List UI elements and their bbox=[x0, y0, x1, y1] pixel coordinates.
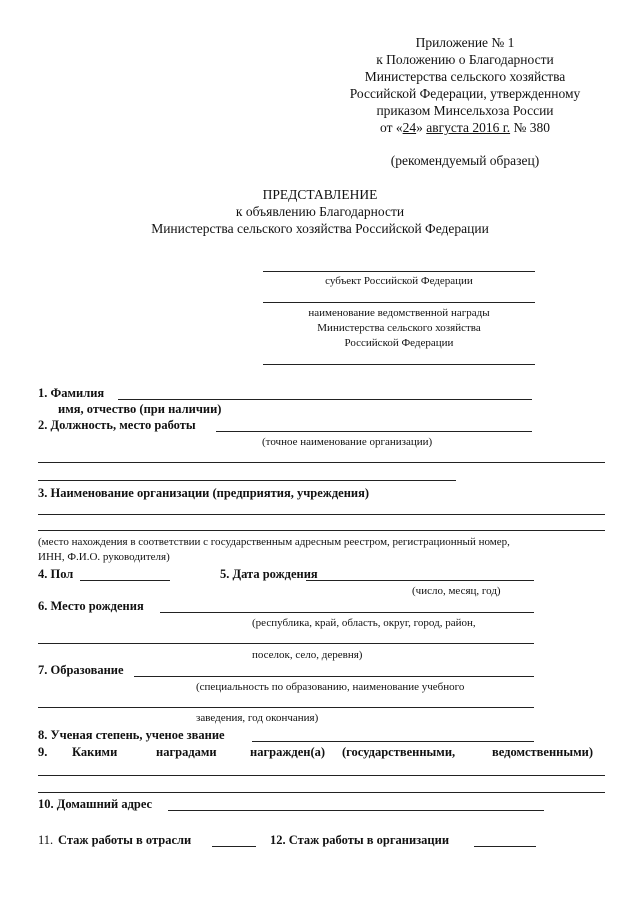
field-3-hint-2: ИНН, Ф.И.О. руководителя) bbox=[38, 551, 170, 563]
doc-subtitle-1: к объявлению Благодарности bbox=[235, 204, 405, 219]
header-line-1: к Положению о Благодарности bbox=[376, 52, 554, 67]
field-8-line[interactable] bbox=[252, 741, 534, 742]
field-11-number: 11. bbox=[38, 833, 54, 847]
subject-caption: субъект Российской Федерации bbox=[325, 275, 473, 287]
appendix-number: Приложение № 1 bbox=[415, 35, 515, 50]
field-3-line-1[interactable] bbox=[38, 514, 605, 515]
header-line-4: приказом Минсельхоза России bbox=[376, 103, 554, 118]
field-9-number: 9. bbox=[38, 745, 48, 759]
field-2-line[interactable] bbox=[216, 431, 532, 432]
field-5-label: 5. Дата рождения bbox=[220, 567, 318, 581]
award-line[interactable] bbox=[263, 302, 535, 303]
subject-line[interactable] bbox=[263, 271, 535, 272]
field-6-label: 6. Место рождения bbox=[38, 599, 144, 613]
field-3-label: 3. Наименование организации (предприятия, учреждения) bbox=[38, 486, 370, 500]
award-caption-1: наименование ведомственной награды bbox=[308, 307, 490, 319]
field-7-hint-1: (специальность по образованию, наименование учебного bbox=[196, 681, 465, 693]
field-3-hint-1: (место нахождения в соответствии с государственным адресным реестром, регистрационный номер, bbox=[38, 536, 510, 548]
field-7-line-2[interactable] bbox=[38, 707, 534, 708]
field-6-hint-2: поселок, село, деревня) bbox=[252, 649, 363, 661]
award-line-2[interactable] bbox=[263, 364, 535, 365]
field-9-word-3: награжден(а) bbox=[250, 745, 326, 759]
field-1-label: 1. Фамилия bbox=[38, 386, 105, 400]
field-9-word-4: (государственными, bbox=[342, 745, 456, 759]
field-10-label: 10. Домашний адрес bbox=[38, 797, 153, 811]
field-10-line[interactable] bbox=[168, 810, 544, 811]
field-7-hint-2: заведения, год окончания) bbox=[196, 712, 319, 724]
field-9-line-1[interactable] bbox=[38, 775, 605, 776]
field-2-line-3[interactable] bbox=[38, 480, 456, 481]
doc-title: ПРЕДСТАВЛЕНИЕ bbox=[262, 187, 378, 202]
field-5-hint: (число, месяц, год) bbox=[412, 585, 501, 597]
field-7-line[interactable] bbox=[134, 676, 534, 677]
doc-subtitle-2: Министерства сельского хозяйства Российской Федерации bbox=[151, 221, 489, 236]
field-7-label: 7. Образование bbox=[38, 663, 124, 677]
field-2-hint: (точное наименование организации) bbox=[262, 436, 433, 448]
order-prefix: от « bbox=[380, 120, 403, 135]
header-line-2: Министерства сельского хозяйства bbox=[364, 69, 566, 84]
award-caption-2: Министерства сельского хозяйства bbox=[317, 322, 481, 334]
order-line bbox=[330, 119, 600, 137]
sample-note: (рекомендуемый образец) bbox=[390, 153, 540, 168]
order-day: 24 bbox=[402, 120, 417, 135]
award-caption-3: Российской Федерации bbox=[344, 337, 454, 349]
field-9-word-1: Какими bbox=[72, 745, 118, 759]
field-6-line[interactable] bbox=[160, 612, 534, 613]
field-3-line-2[interactable] bbox=[38, 530, 605, 531]
field-6-line-2[interactable] bbox=[38, 643, 534, 644]
field-2-label: 2. Должность, место работы bbox=[38, 418, 196, 432]
header-line-3: Российской Федерации, утвержденному bbox=[349, 86, 581, 101]
field-1-label-2: имя, отчество (при наличии) bbox=[58, 402, 222, 416]
field-6-hint-1: (республика, край, область, округ, город, район, bbox=[252, 617, 476, 629]
field-12-line[interactable] bbox=[474, 846, 536, 847]
field-11-line[interactable] bbox=[212, 846, 256, 847]
order-number: № 380 bbox=[510, 120, 550, 135]
field-11-label: Стаж работы в отрасли bbox=[58, 833, 192, 847]
field-9-word-5: ведомственными) bbox=[492, 745, 594, 759]
field-4-line[interactable] bbox=[80, 580, 170, 581]
field-1-line[interactable] bbox=[118, 399, 532, 400]
field-9-line-2[interactable] bbox=[38, 792, 605, 793]
field-4-label: 4. Пол bbox=[38, 567, 74, 581]
field-8-label: 8. Ученая степень, ученое звание bbox=[38, 728, 225, 742]
field-5-line[interactable] bbox=[306, 580, 534, 581]
order-mid: » bbox=[416, 120, 427, 135]
field-2-line-2[interactable] bbox=[38, 462, 605, 463]
field-12-label: 12. Стаж работы в организации bbox=[270, 833, 450, 847]
order-month-year: августа 2016 г. bbox=[426, 120, 511, 135]
field-9-word-2: наградами bbox=[156, 745, 217, 759]
